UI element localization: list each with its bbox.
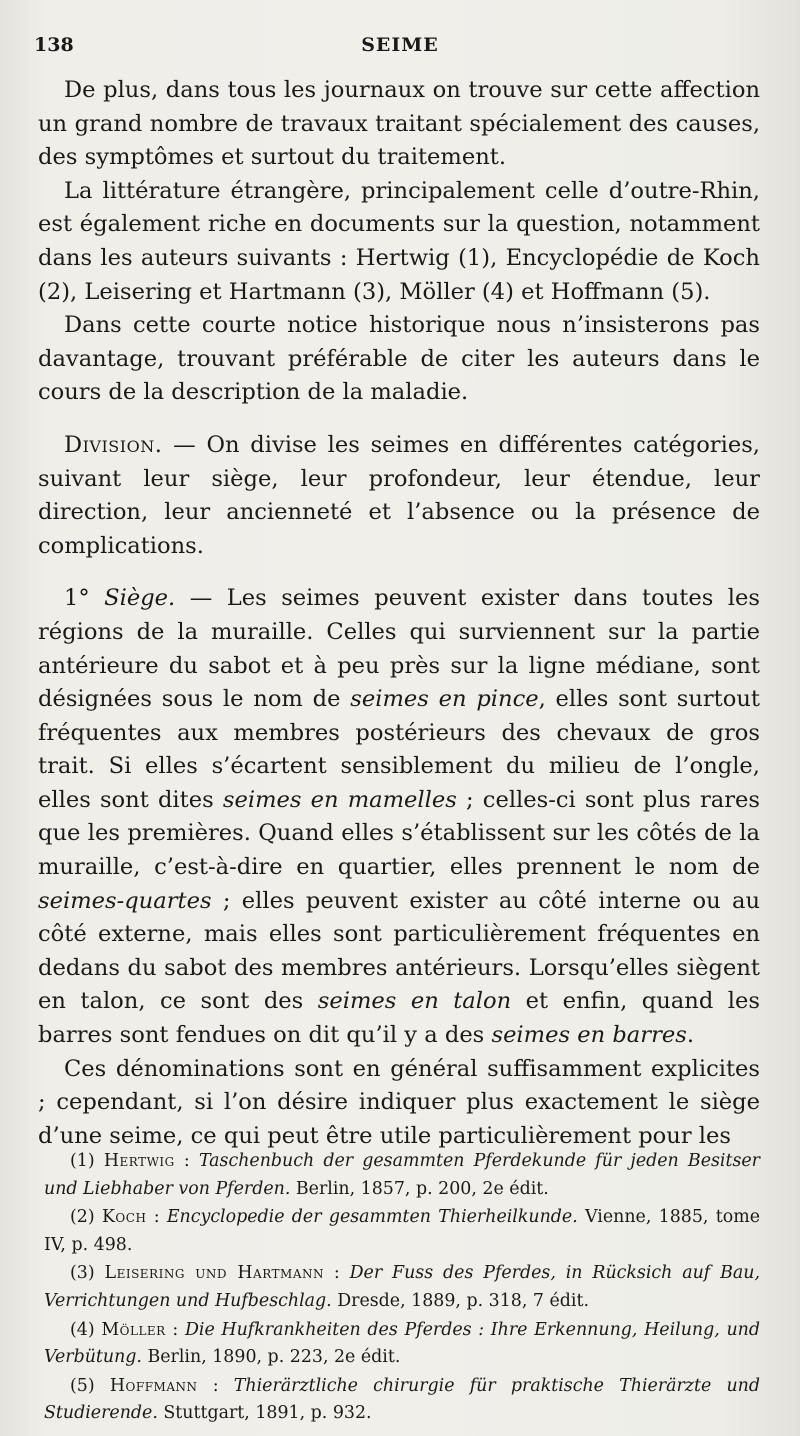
- footnote: [44, 1317, 760, 1372]
- footnote-title: Encyclopedie der gesammten Thierheilkunde.: [166, 1207, 578, 1228]
- footnote-details: Vienne, 1885, tome IV, p. 498.: [44, 1207, 760, 1255]
- footnote: [44, 1148, 760, 1203]
- term: seimes en pince: [350, 686, 539, 713]
- footnote-marker: (1): [70, 1151, 95, 1171]
- footnote-author: Hertwig: [103, 1151, 175, 1171]
- separator: :: [174, 1151, 199, 1171]
- separator: :: [146, 1207, 167, 1228]
- paragraph-text: — Les seimes peuvent exister dans toutes les régions de la muraille. Celles qui surviennent sur la partie antérieure du sabot et à peu près sur la ligne médiane, sont désignées sous le nom de: [38, 585, 760, 713]
- footnote: [44, 1204, 760, 1259]
- footnote-title: Der Fuss des Pferdes, in Rücksich auf Bau, Verrichtungen und Hufbeschlag.: [44, 1263, 760, 1311]
- page-number: 138: [34, 34, 74, 56]
- footnote-details: Berlin, 1890, p. 223, 2e édit.: [141, 1347, 401, 1368]
- footnote-title: Thierärztliche chirurgie für praktische Thierärzte und Studierende.: [44, 1375, 761, 1424]
- footnote: [44, 1260, 760, 1315]
- section-heading: Division.: [64, 431, 163, 458]
- paragraph-text: .: [686, 1022, 695, 1049]
- running-title: SEIME: [361, 34, 439, 56]
- footnote-marker: (2): [70, 1207, 95, 1228]
- paragraph: De plus, dans tous les journaux on trouve sur cette affection un grand nombre de travaux traitant spécialement des causes, des symptômes et surtout du traitement.: [38, 77, 760, 171]
- footnote-marker: (3): [70, 1263, 95, 1284]
- footnote-marker: (4): [70, 1319, 95, 1340]
- footnotes: [44, 1148, 760, 1429]
- footnote-title: Taschenbuch der gesammten Pferdekunde für jeden Besitser und Liebhaber von Pferden.: [44, 1151, 760, 1199]
- term: seimes en talon: [317, 988, 512, 1015]
- footnote-author: Koch: [101, 1207, 147, 1228]
- separator: :: [165, 1319, 185, 1340]
- separator: :: [324, 1263, 350, 1284]
- term: seimes en mamelles: [222, 786, 457, 813]
- footnote-marker: (5): [70, 1375, 95, 1396]
- footnote-title: Die Hufkrankheiten des Pferdes : Ihre Erkennung, Heilung, und Verbütung.: [44, 1319, 760, 1368]
- subsection-heading: Siège.: [104, 585, 176, 612]
- paragraph: La littérature étrangère, principalement celle d’outre-Rhin, est également riche en documents sur la question, notamment dans les auteurs suivants : Hertwig (1), Encyclopédie de Koch (2), Leisering et Hartmann (3), Möller (4) et Hoffmann (5).: [38, 177, 760, 305]
- footnote-details: Dresde, 1889, p. 318, 7 édit.: [331, 1290, 589, 1311]
- item-number: 1°: [64, 585, 90, 612]
- paragraph-text: et enfin, quand les barres sont fendues on dit qu’il y a des: [38, 988, 760, 1049]
- footnote-author: Leisering und Hartmann: [104, 1263, 324, 1284]
- paragraph-text: — On divise les seimes en différentes catégories, suivant leur siège, leur profondeur, leur étendue, leur direction, leur ancienneté et l’absence ou la présence de complications.: [38, 431, 760, 559]
- footnote-details: Stuttgart, 1891, p. 932.: [157, 1403, 372, 1424]
- footnote-details: Berlin, 1857, p. 200, 2e édit.: [290, 1178, 549, 1199]
- footnote-author: Hoffmann: [109, 1375, 198, 1396]
- running-head: [34, 34, 766, 58]
- term: seimes en barres: [491, 1022, 687, 1049]
- paragraph-text: , elles sont surtout fréquentes aux membres postérieurs des chevaux de gros trait. Si elles s’écartent sensiblement du milieu de l’ongle, elles sont dites: [38, 686, 760, 813]
- separator: :: [197, 1375, 234, 1396]
- term: seimes-quartes: [38, 887, 212, 914]
- body-text: [38, 74, 760, 1153]
- paragraph-siege: [38, 582, 760, 1052]
- paragraph: Ces dénominations sont en général suffisamment explicites ; cependant, si l’on désire indiquer plus exactement le siège d’une seime, ce qui peut être utile particulièrement pour les: [38, 1055, 760, 1149]
- footnote-author: Möller: [101, 1319, 166, 1340]
- paragraph: Dans cette courte notice historique nous n’insisterons pas davantage, trouvant préférable de citer les auteurs dans le cours de la description de la maladie.: [38, 312, 760, 406]
- paragraph-text: ; elles peuvent exister au côté interne ou au côté externe, mais elles sont particulièrement fréquentes en dedans du sabot des membres antérieurs. Lorsqu’elles siègent en talon, ce sont des: [38, 887, 760, 1015]
- paragraph-division: [38, 429, 760, 563]
- paragraph-text: ; celles-ci sont plus rares que les premières. Quand elles s’établissent sur les côtés de la muraille, c’est-à-dire en quartier, elles prennent le nom de: [38, 786, 760, 881]
- footnote: [44, 1373, 760, 1428]
